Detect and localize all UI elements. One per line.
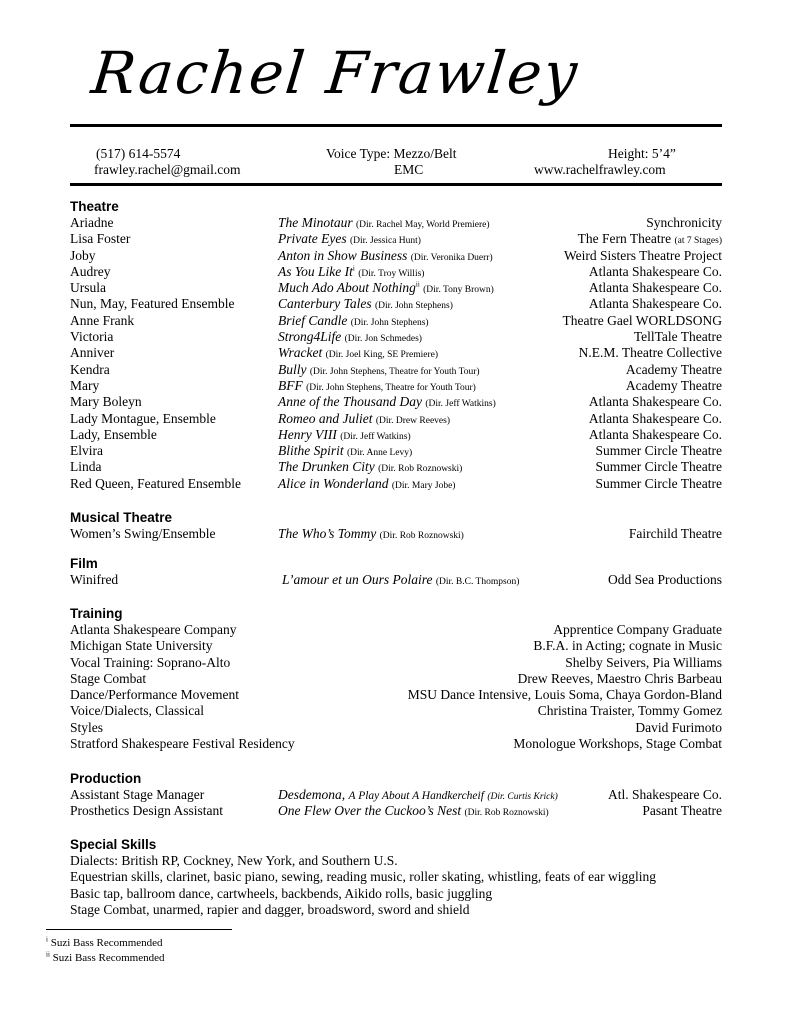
credit-row [70, 411, 722, 427]
credit-row [70, 787, 722, 803]
email: frawley.rachel@gmail.com [94, 162, 241, 177]
header-rule-top [70, 124, 722, 127]
venue-name: Synchronicity [646, 215, 722, 230]
show-title: Alice in Wonderland [278, 475, 389, 491]
training-row [70, 671, 722, 687]
venue [589, 394, 722, 410]
show-title: Romeo and Juliet [278, 410, 373, 426]
venue [634, 329, 722, 345]
director-note: (Dir. John Stephens) [375, 301, 453, 312]
section-title: Production [70, 771, 142, 786]
director-note: (Dir. B.C. Thompson) [435, 577, 520, 587]
director-note: (Dir. Mary Jobe) [391, 480, 456, 491]
credit-row [70, 443, 722, 459]
venue-name: Atl. Shakespeare Co. [608, 787, 722, 802]
training-subject: Voice/Dialects, Classical [70, 703, 204, 719]
venue-note: (at 7 Stages) [674, 236, 722, 247]
director-note: (Dir. Rob Roznowski) [379, 531, 464, 541]
section-title: Film [70, 556, 98, 571]
show-info [278, 526, 464, 544]
training-detail: Monologue Workshops, Stage Combat [513, 736, 722, 752]
venue [642, 803, 722, 819]
musical-section [70, 509, 722, 542]
training-section [70, 605, 722, 752]
section-title: Special Skills [70, 837, 157, 852]
venue [608, 787, 722, 803]
director-note: (Dir. Joel King, SE Premiere) [325, 350, 439, 361]
skills-section [70, 836, 722, 918]
show-title: L’amour et un Ours Polaire [282, 572, 433, 587]
show-title: The Drunken City [278, 459, 375, 475]
director-note: (Dir. Curtis Krick) [487, 792, 558, 802]
credit-row [70, 459, 722, 475]
director-note: (Dir. Jeff Watkins) [340, 431, 411, 442]
credit-row [70, 248, 722, 264]
director-note: (Dir. John Stephens) [350, 317, 429, 328]
credit-row [70, 329, 722, 345]
director-note: (Dir. Troy Willis) [358, 268, 425, 279]
credit-row [70, 526, 722, 542]
skill-line: Equestrian skills, clarinet, basic piano, sewing, reading music, roller skating, whistling, feats of ear wiggling [70, 869, 656, 885]
footnote-text: Suzi Bass Recommended [52, 952, 165, 964]
training-row [70, 703, 722, 719]
director-note: (Dir. Drew Reeves) [375, 415, 450, 426]
credit-row [70, 803, 722, 819]
show-title: Brief Candle [278, 312, 348, 328]
venue-name: Atlanta Shakespeare Co. [588, 394, 722, 410]
venue-name: Summer Circle Theatre [595, 443, 722, 459]
role: Kendra [70, 361, 110, 377]
show-info [278, 476, 455, 494]
credit-row [70, 264, 722, 280]
credit-row [70, 296, 722, 312]
venue [563, 313, 722, 329]
training-row [70, 638, 722, 654]
role: Women’s Swing/Ensemble [70, 526, 216, 541]
role: Winifred [70, 572, 119, 587]
footnote-rule [46, 929, 232, 930]
credit-row [70, 280, 722, 296]
role: Lady Montague, Ensemble [70, 410, 216, 426]
role: Audrey [70, 263, 111, 279]
training-detail: Christina Traister, Tommy Gomez [537, 703, 722, 719]
footnote-mark: i [46, 935, 48, 944]
director-note: (Dir. John Stephens, Theatre for Youth Tour) [306, 382, 476, 393]
role: Assistant Stage Manager [70, 787, 205, 802]
show-info [282, 572, 519, 590]
footnote-1 [46, 936, 163, 950]
director-note: (Dir. Jon Schmedes) [344, 334, 422, 345]
venue [646, 215, 722, 231]
credit-row [70, 313, 722, 329]
venue [596, 459, 722, 475]
venue-name: Atlanta Shakespeare Co. [588, 426, 722, 442]
height: Height: 5’4” [608, 146, 676, 161]
training-row [70, 687, 722, 703]
show-title: Wracket [278, 345, 323, 361]
role: Lisa Foster [70, 231, 131, 247]
training-subject: Michigan State University [70, 638, 213, 654]
role: Mary Boleyn [70, 394, 142, 410]
venue [629, 526, 722, 542]
venue [564, 248, 722, 264]
venue-name: N.E.M. Theatre Collective [578, 345, 722, 361]
training-detail: David Furimoto [635, 719, 722, 735]
show-title: As You Like It [278, 263, 353, 279]
role: Red Queen, Featured Ensemble [70, 475, 241, 491]
role: Victoria [70, 329, 114, 345]
website: www.rachelfrawley.com [534, 162, 666, 177]
credit-row [70, 394, 722, 410]
show-title: The Who’s Tommy [278, 526, 377, 541]
show-title: Desdemona, [278, 787, 346, 802]
venue-name: Summer Circle Theatre [595, 459, 722, 475]
venue [626, 362, 722, 378]
training-row [70, 720, 722, 736]
role: Elvira [70, 443, 103, 459]
director-note: (Dir. Jeff Watkins) [425, 399, 496, 410]
director-note: (Dir. Tony Brown) [423, 285, 494, 296]
role: Mary [70, 377, 100, 393]
director-note: (Dir. Jessica Hunt) [349, 236, 421, 247]
venue-name: Academy Theatre [625, 361, 722, 377]
production-section [70, 770, 722, 820]
section-title: Theatre [70, 199, 119, 214]
role: Nun, May, Featured Ensemble [70, 296, 235, 312]
footnote-2 [46, 951, 164, 965]
section-title: Musical Theatre [70, 510, 173, 525]
training-detail: B.F.A. in Acting; cognate in Music [533, 638, 722, 654]
venue [626, 378, 722, 394]
venue-name: Odd Sea Productions [608, 572, 722, 587]
show-title: The Minotaur [278, 215, 353, 230]
credit-row [70, 572, 722, 588]
header-rule-bottom [70, 183, 722, 186]
role: Linda [70, 459, 102, 475]
training-subject: Dance/Performance Movement [70, 687, 240, 703]
venue-name: Summer Circle Theatre [595, 475, 722, 491]
show-title: Canterbury Tales [278, 296, 372, 312]
show-title: Henry VIII [278, 426, 337, 442]
skill-line: Basic tap, ballroom dance, cartwheels, backbends, Aikido rolls, basic juggling [70, 885, 493, 901]
role: Anne Frank [70, 312, 135, 328]
training-detail: Drew Reeves, Maestro Chris Barbeau [517, 670, 722, 686]
director-note: (Dir. Rob Roznowski) [464, 808, 549, 819]
credit-row [70, 362, 722, 378]
training-subject: Stage Combat [70, 670, 147, 686]
training-row [70, 736, 722, 752]
show-title: Anne of the Thousand Day [278, 394, 422, 410]
section-title: Training [70, 606, 123, 621]
venue [589, 296, 722, 312]
footnote-ref: ii [415, 280, 420, 289]
voice-type: Voice Type: Mezzo/Belt [326, 146, 457, 161]
union-status: EMC [394, 162, 424, 177]
role: Ursula [70, 280, 106, 296]
credit-row [70, 215, 722, 231]
venue-name: Weird Sisters Theatre Project [564, 247, 722, 263]
venue-name: Fairchild Theatre [628, 526, 722, 541]
footnote-ref: i [352, 264, 355, 273]
footnote-text: Suzi Bass Recommended [50, 937, 163, 949]
role: Joby [70, 247, 96, 263]
name-signature: Rachel Frawley [88, 39, 583, 107]
show-subtitle: A Play About A Handkercheif [348, 790, 484, 802]
training-detail: Apprentice Company Graduate [553, 622, 722, 637]
role: Anniver [70, 345, 115, 361]
director-note: (Dir. Rob Roznowski) [378, 464, 463, 475]
venue [596, 443, 722, 459]
film-section [70, 555, 722, 588]
director-note: (Dir. Anne Levy) [347, 448, 413, 459]
show-title: Private Eyes [278, 231, 347, 247]
venue-name: Theatre Gael WORLDSONG [562, 312, 722, 328]
training-detail: Shelby Seivers, Pia Williams [565, 654, 722, 670]
venue [596, 476, 722, 492]
credit-row [70, 345, 722, 361]
venue [579, 345, 722, 361]
skill-line: Dialects: British RP, Cockney, New York, and Southern U.S. [70, 853, 398, 868]
show-title: Anton in Show Business [278, 247, 408, 263]
theatre-section [70, 198, 722, 492]
venue [608, 572, 722, 588]
venue-name: Atlanta Shakespeare Co. [588, 410, 722, 426]
venue-name: Academy Theatre [625, 377, 722, 393]
venue-name: Atlanta Shakespeare Co. [588, 263, 722, 279]
credit-row [70, 427, 722, 443]
training-row [70, 655, 722, 671]
credit-row [70, 476, 722, 492]
show-title: Blithe Spirit [278, 443, 344, 459]
venue-name: TellTale Theatre [633, 329, 722, 345]
venue [589, 264, 722, 280]
training-subject: Atlanta Shakespeare Company [70, 622, 237, 637]
director-note: (Dir. Rachel May, World Premiere) [356, 220, 490, 230]
venue [589, 411, 722, 427]
venue [589, 427, 722, 443]
training-subject: Vocal Training: Soprano-Alto [70, 654, 231, 670]
training-row [70, 622, 722, 638]
show-title: One Flew Over the Cuckoo’s Nest [278, 803, 462, 819]
footnote-mark: ii [46, 950, 50, 959]
role: Lady, Ensemble [70, 426, 157, 442]
skill-line: Stage Combat, unarmed, rapier and dagger, broadsword, sword and shield [70, 901, 470, 917]
training-subject: Styles [70, 719, 104, 735]
training-subject: Stratford Shakespeare Festival Residency [70, 736, 295, 752]
show-title: Bully [278, 361, 307, 377]
credit-row [70, 378, 722, 394]
phone: (517) 614-5574 [96, 146, 181, 161]
show-info [278, 803, 549, 821]
credit-row [70, 231, 722, 247]
role: Ariadne [70, 215, 114, 230]
director-note: (Dir. John Stephens, Theatre for Youth Tour) [309, 366, 480, 377]
venue-name: Atlanta Shakespeare Co. [588, 296, 722, 312]
show-title: BFF [278, 377, 303, 393]
venue-name: The Fern Theatre [577, 231, 672, 247]
role: Prosthetics Design Assistant [70, 803, 224, 819]
training-detail: MSU Dance Intensive, Louis Soma, Chaya Gordon-Bland [407, 687, 722, 703]
show-title: Much Ado About Nothing [278, 280, 416, 296]
director-note: (Dir. Veronika Duerr) [410, 252, 493, 263]
venue [589, 280, 722, 296]
venue-name: Pasant Theatre [642, 803, 722, 819]
venue-name: Atlanta Shakespeare Co. [588, 280, 722, 296]
show-title: Strong4Life [278, 329, 342, 345]
